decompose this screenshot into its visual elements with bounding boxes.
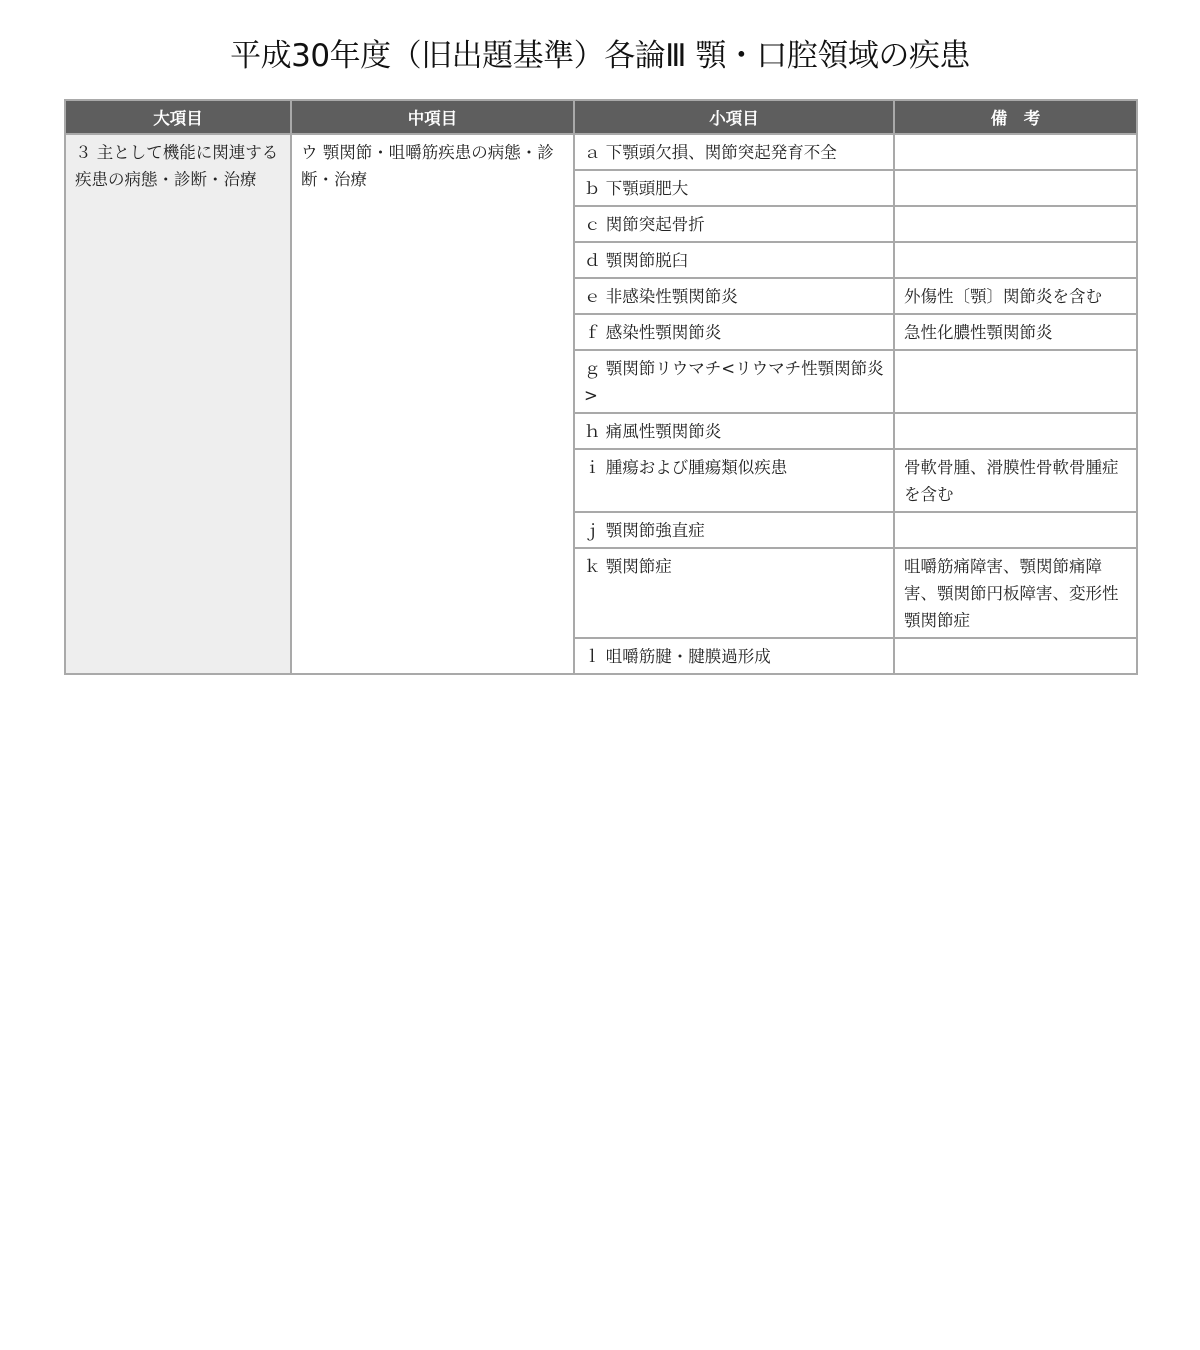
page-title: 平成30年度（旧出題基準）各論Ⅲ 顎・口腔領域の疾患 [230, 38, 970, 74]
minor-item-cell: ｇ 顎関節リウマチ<リウマチ性顎関節炎> [574, 350, 894, 413]
minor-item-cell: ｄ 顎関節脱臼 [574, 242, 894, 278]
remark-cell: 急性化膿性顎関節炎 [894, 314, 1137, 350]
minor-item-cell: ｋ 顎関節症 [574, 548, 894, 638]
header-major-item: 大項目 [65, 100, 291, 134]
minor-item-cell: ｃ 関節突起骨折 [574, 206, 894, 242]
remark-cell [894, 350, 1137, 413]
table-row [65, 134, 1137, 170]
minor-item-cell: ａ 下顎頭欠損、関節突起発育不全 [574, 134, 894, 170]
remark-cell [894, 413, 1137, 449]
remark-cell [894, 170, 1137, 206]
syllabus-table [64, 99, 1138, 675]
minor-item-cell: ｂ 下顎頭肥大 [574, 170, 894, 206]
minor-item-cell: ｈ 痛風性顎関節炎 [574, 413, 894, 449]
remark-cell [894, 242, 1137, 278]
header-middle-item: 中項目 [291, 100, 574, 134]
remark-cell: 骨軟骨腫、滑膜性骨軟骨腫症を含む [894, 449, 1137, 512]
remark-cell [894, 134, 1137, 170]
minor-item-cell: ｊ 顎関節強直症 [574, 512, 894, 548]
remark-cell [894, 206, 1137, 242]
header-minor-item: 小項目 [574, 100, 894, 134]
minor-item-cell: ｌ 咀嚼筋腱・腱膜過形成 [574, 638, 894, 674]
table-header-row [65, 100, 1137, 134]
minor-item-cell: ｆ 感染性顎関節炎 [574, 314, 894, 350]
remark-cell: 外傷性〔顎〕関節炎を含む [894, 278, 1137, 314]
header-remarks: 備 考 [894, 100, 1137, 134]
minor-item-cell: ｉ 腫瘍および腫瘍類似疾患 [574, 449, 894, 512]
middle-item-cell: ウ 顎関節・咀嚼筋疾患の病態・診断・治療 [291, 134, 574, 674]
remark-cell [894, 638, 1137, 674]
minor-item-cell: ｅ 非感染性顎関節炎 [574, 278, 894, 314]
remark-cell: 咀嚼筋痛障害、顎関節痛障害、顎関節円板障害、変形性顎関節症 [894, 548, 1137, 638]
major-item-cell: ３ 主として機能に関連する疾患の病態・診断・治療 [65, 134, 291, 674]
remark-cell [894, 512, 1137, 548]
